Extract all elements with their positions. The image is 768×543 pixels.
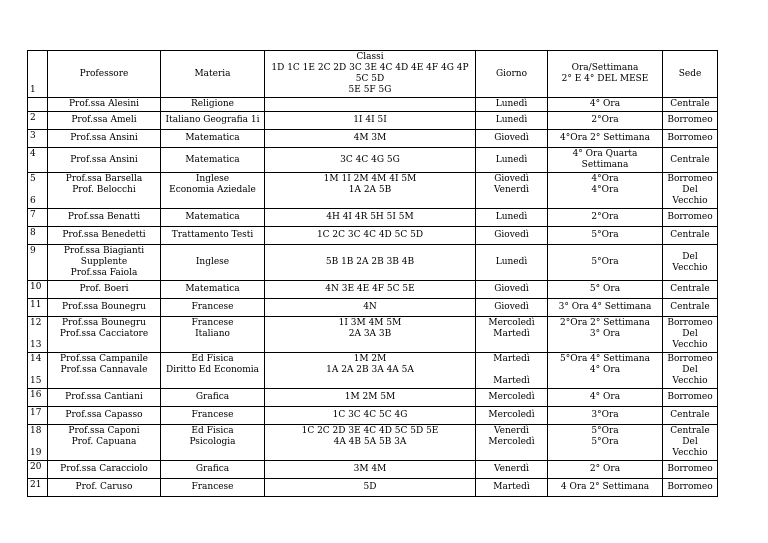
cell-ora-text: 4°Ora 4°Ora: [591, 174, 619, 195]
cell-giorno-text: Lunedì: [495, 257, 528, 267]
cell-materia-text: Ed Fisica Psicologia: [189, 426, 236, 447]
cell-professore-text: Prof.ssa Capasso: [65, 410, 143, 420]
cell-professore: [48, 227, 161, 245]
row-number: 18: [30, 426, 42, 436]
cell-ora: [548, 245, 663, 281]
cell-giorno-text: Mercoledì: [488, 392, 535, 402]
cell-ora: [548, 299, 663, 317]
cell-ora: [548, 227, 663, 245]
cell-ora: [548, 173, 663, 209]
cell-ora-text: 2°Ora 2° Settimana 3° Ora: [560, 318, 650, 339]
row-number: 2: [30, 113, 36, 123]
row-number-cell: [28, 245, 48, 281]
cell-ora: [548, 389, 663, 407]
cell-ora: [548, 425, 663, 461]
header-giorno: [476, 51, 548, 98]
cell-giorno: [476, 407, 548, 425]
cell-ora-text: 3°Ora: [591, 410, 619, 420]
cell-materia: [161, 245, 265, 281]
cell-materia: [161, 148, 265, 173]
row-number: 16: [30, 390, 42, 400]
row-number-cell: [28, 209, 48, 227]
table-row: [28, 245, 718, 281]
cell-sede: [663, 130, 718, 148]
table-row: [28, 209, 718, 227]
cell-ora: [548, 317, 663, 353]
cell-sede-text: Borromeo: [667, 482, 713, 492]
row-number-cell: [28, 148, 48, 173]
cell-materia: [161, 299, 265, 317]
table-row: [28, 317, 718, 353]
cell-sede: [663, 227, 718, 245]
row-number-secondary: 13: [30, 340, 42, 350]
table-row: [28, 112, 718, 130]
cell-materia: [161, 479, 265, 497]
cell-professore: [48, 112, 161, 130]
row-number: 3: [30, 131, 36, 141]
header-number: [28, 51, 48, 98]
cell-giorno: [476, 245, 548, 281]
cell-ora-text: 5° Ora: [589, 284, 621, 294]
cell-classi: [265, 227, 476, 245]
cell-sede-text: Del Vecchio: [672, 251, 708, 273]
cell-giorno-text: Martedì: [493, 482, 530, 492]
header-classi: [265, 51, 476, 98]
schedule-table: [27, 50, 718, 497]
cell-materia-text: Italiano Geografia 1i: [165, 115, 260, 125]
cell-materia-text: Inglese: [195, 257, 230, 267]
cell-classi-text: 1C 2C 2D 3E 4C 4D 5C 5D 5E 4A 4B 5A 5B 3A: [301, 426, 439, 447]
cell-classi-text: 5D: [363, 482, 377, 492]
cell-professore: [48, 148, 161, 173]
row-number-1: 1: [30, 85, 36, 95]
row-number: 12: [30, 318, 42, 328]
cell-sede: [663, 281, 718, 299]
cell-sede-text: Centrale: [670, 99, 710, 109]
cell-materia-text: Francese: [191, 302, 234, 312]
row-number-secondary: 15: [30, 376, 42, 386]
row-number-cell: [28, 281, 48, 299]
table-row: [28, 407, 718, 425]
cell-giorno: [476, 112, 548, 130]
cell-giorno-text: Giovedì Venerdì: [493, 174, 530, 195]
row-number-secondary: 6: [30, 196, 36, 206]
cell-giorno: [476, 353, 548, 389]
cell-sede-text: Borromeo Del Vecchio: [667, 174, 713, 206]
cell-sede: [663, 299, 718, 317]
cell-sede-text: Centrale Del Vecchio: [670, 426, 710, 458]
row-number-cell: [28, 389, 48, 407]
row-number: 21: [30, 480, 42, 490]
cell-sede: [663, 407, 718, 425]
cell-giorno: [476, 227, 548, 245]
cell-classi-text: 4H 4I 4R 5H 5I 5M: [326, 212, 414, 222]
header-sede: [663, 51, 718, 98]
cell-materia: [161, 353, 265, 389]
cell-sede-text: Borromeo Del Vecchio: [667, 318, 713, 350]
cell-ora-text: 5°Ora: [591, 257, 619, 267]
cell-giorno-text: Mercoledì: [488, 410, 535, 420]
cell-giorno-text: Venerdì Mercoledì: [488, 426, 535, 447]
cell-professore-text: Prof.ssa Benatti: [67, 212, 141, 222]
cell-classi: [265, 112, 476, 130]
cell-classi-text: 3M 4M: [353, 464, 387, 474]
cell-materia: [161, 209, 265, 227]
cell-ora: [548, 281, 663, 299]
cell-giorno: [476, 98, 548, 112]
cell-professore: [48, 425, 161, 461]
cell-professore: [48, 317, 161, 353]
row-number-cell: [28, 353, 48, 389]
row-number-cell: [28, 461, 48, 479]
cell-materia-text: Inglese Economia Aziedale: [169, 174, 256, 195]
cell-professore-text: Prof.ssa Caracciolo: [60, 464, 148, 474]
cell-giorno: [476, 148, 548, 173]
cell-classi: [265, 389, 476, 407]
header-sede-label: Sede: [678, 68, 702, 79]
cell-sede: [663, 173, 718, 209]
cell-professore: [48, 130, 161, 148]
cell-sede: [663, 353, 718, 389]
cell-materia: [161, 112, 265, 130]
cell-professore-text: Prof.ssa Cantiani: [65, 392, 143, 402]
cell-professore-text: Prof.ssa Caponi Prof. Capuana: [68, 426, 140, 447]
table-row: [28, 98, 718, 112]
row-number: 20: [30, 462, 42, 472]
cell-sede-text: Centrale: [670, 284, 710, 294]
header-professore: [48, 51, 161, 98]
cell-ora: [548, 148, 663, 173]
row-number-cell: [28, 317, 48, 353]
cell-classi-text: 1M 1I 2M 4M 4I 5M 1A 2A 5B: [323, 174, 417, 195]
cell-classi-text: 1M 2M 5M: [344, 392, 396, 402]
cell-professore-text: Prof. Boeri: [79, 284, 129, 294]
cell-classi-empty: [265, 98, 476, 112]
cell-classi-text: 1C 3C 4C 5C 4G: [332, 410, 408, 420]
cell-professore: [48, 245, 161, 281]
cell-classi-text: 4N 3E 4E 4F 5C 5E: [325, 284, 415, 294]
cell-sede-text: Borromeo: [667, 115, 713, 125]
cell-sede-text: Borromeo Del Vecchio: [667, 354, 713, 386]
cell-materia-text: Francese: [191, 482, 234, 492]
header-ora-label: Ora/Settimana 2° E 4° DEL MESE: [561, 63, 649, 84]
cell-professore-text: Prof.ssa Ansini: [70, 154, 138, 165]
cell-sede: [663, 98, 718, 112]
cell-giorno-text: Lunedì: [495, 99, 528, 109]
cell-ora: [548, 353, 663, 389]
cell-ora: [548, 407, 663, 425]
cell-giorno-text: Mercoledì Martedì: [488, 318, 535, 339]
cell-professore-text: Prof.ssa Campanile Prof.ssa Cannavale: [60, 354, 148, 375]
cell-giorno-text: Giovedì: [494, 230, 529, 240]
cell-sede: [663, 425, 718, 461]
cell-sede: [663, 209, 718, 227]
cell-sede: [663, 148, 718, 173]
cell-professore: [48, 479, 161, 497]
cell-materia-text: Religione: [190, 99, 235, 109]
cell-materia-text: Trattamento Testi: [171, 230, 254, 240]
cell-classi: [265, 173, 476, 209]
cell-professore-text: Prof.ssa Bounegru: [62, 302, 146, 312]
cell-professore-text: Prof.ssa Benedetti: [62, 230, 146, 240]
cell-classi: [265, 407, 476, 425]
cell-professore-text: Prof.ssa Barsella Prof. Belocchi: [65, 174, 143, 195]
cell-materia: [161, 281, 265, 299]
cell-giorno-text: Lunedì: [495, 212, 528, 222]
cell-sede: [663, 112, 718, 130]
cell-ora-text: 2°Ora: [591, 212, 619, 222]
table-row: [28, 479, 718, 497]
row-number-cell: [28, 299, 48, 317]
cell-professore: [48, 299, 161, 317]
cell-classi: [265, 353, 476, 389]
table-row: [28, 461, 718, 479]
row-number-cell: [28, 479, 48, 497]
cell-materia: [161, 317, 265, 353]
row-number: 11: [30, 300, 42, 310]
cell-sede-text: Centrale: [670, 302, 710, 312]
header-row: [28, 51, 718, 98]
cell-classi: [265, 148, 476, 173]
cell-ora: [548, 461, 663, 479]
cell-classi: [265, 130, 476, 148]
cell-professore: [48, 353, 161, 389]
cell-giorno: [476, 130, 548, 148]
cell-sede-text: Centrale: [670, 230, 710, 240]
cell-ora: [548, 209, 663, 227]
header-professore-label: Professore: [79, 68, 129, 79]
row-number-cell: [28, 425, 48, 461]
row-number-cell: [28, 98, 48, 112]
cell-ora-text: 4° Ora: [589, 392, 621, 402]
cell-professore-text: Prof. Caruso: [75, 482, 133, 492]
cell-classi-text: 3C 4C 4G 5G: [340, 154, 400, 165]
cell-classi-text: 1I 3M 4M 5M 2A 3A 3B: [338, 318, 402, 339]
cell-sede: [663, 317, 718, 353]
cell-materia-text: Grafica: [195, 392, 230, 402]
header-materia: [161, 51, 265, 98]
cell-sede-text: Centrale: [670, 154, 710, 165]
cell-ora: [548, 479, 663, 497]
cell-classi-text: 4N: [363, 302, 377, 312]
cell-classi-text: 1I 4I 5I: [353, 115, 387, 125]
cell-classi-text: 1M 2M 1A 2A 2B 3A 4A 5A: [326, 354, 414, 375]
cell-materia: [161, 130, 265, 148]
row-number: 7: [30, 210, 36, 220]
table-row: [28, 227, 718, 245]
row-number: 10: [30, 282, 42, 292]
cell-classi: [265, 461, 476, 479]
table-row: [28, 353, 718, 389]
cell-professore: [48, 98, 161, 112]
cell-ora-text: 4°Ora 2° Settimana: [560, 133, 650, 143]
header-materia-label: Materia: [194, 68, 231, 79]
table-row: [28, 389, 718, 407]
cell-materia-text: Francese Italiano: [191, 318, 234, 339]
table-row: [28, 173, 718, 209]
cell-classi: [265, 245, 476, 281]
row-number-cell: [28, 112, 48, 130]
cell-giorno-text: Martedì Martedì: [493, 354, 530, 386]
cell-giorno: [476, 281, 548, 299]
table-row: [28, 148, 718, 173]
row-number-secondary: 19: [30, 448, 42, 458]
cell-giorno: [476, 461, 548, 479]
cell-sede-text: Centrale: [670, 410, 710, 420]
cell-giorno: [476, 173, 548, 209]
cell-giorno: [476, 425, 548, 461]
cell-giorno-text: Lunedì: [495, 154, 528, 165]
cell-professore: [48, 209, 161, 227]
cell-classi: [265, 425, 476, 461]
cell-materia: [161, 389, 265, 407]
header-classi-label: Classi: [356, 52, 384, 62]
cell-professore: [48, 173, 161, 209]
cell-giorno-text: Lunedì: [495, 115, 528, 125]
cell-giorno-text: Venerdì: [493, 464, 530, 474]
cell-ora-text: 4° Ora: [589, 99, 621, 109]
cell-classi: [265, 281, 476, 299]
cell-materia-text: Francese: [191, 410, 234, 420]
cell-professore: [48, 389, 161, 407]
header-ora: [548, 51, 663, 98]
cell-classi: 1D 1C 1E 2C 2D 3C 3E 4C 4D 4E 4F 4G 4P 5C 5D 5E 5F 5G: [271, 63, 469, 95]
cell-sede: [663, 479, 718, 497]
cell-sede: [663, 461, 718, 479]
row-number: 17: [30, 408, 42, 418]
table-row: [28, 281, 718, 299]
row-number-cell: [28, 130, 48, 148]
cell-sede-text: Borromeo: [667, 392, 713, 402]
cell-materia-text: Matematica: [185, 133, 240, 143]
cell-giorno-text: Giovedì: [494, 133, 529, 143]
cell-materia: [161, 407, 265, 425]
row-number: 5: [30, 174, 36, 184]
cell-sede: [663, 389, 718, 407]
cell-classi: [265, 209, 476, 227]
cell-materia: [161, 173, 265, 209]
cell-ora-text: 3° Ora 4° Settimana: [558, 302, 652, 312]
cell-giorno: [476, 209, 548, 227]
cell-giorno: [476, 389, 548, 407]
cell-professore-text: Prof.ssa Alesini: [69, 99, 139, 109]
cell-ora: [548, 112, 663, 130]
row-number-cell: [28, 227, 48, 245]
cell-ora: [548, 130, 663, 148]
cell-classi-text: 4M 3M: [353, 133, 387, 143]
row-number: 9: [30, 246, 36, 256]
cell-sede-text: Borromeo: [667, 212, 713, 222]
cell-sede-text: Borromeo: [667, 133, 713, 143]
cell-giorno-text: Giovedì: [494, 302, 529, 312]
table-row: [28, 425, 718, 461]
row-number: 14: [30, 354, 42, 364]
table-row: [28, 299, 718, 317]
cell-professore: [48, 407, 161, 425]
cell-ora-text: 4 Ora 2° Settimana: [560, 482, 650, 492]
cell-professore-text: Prof.ssa Ansini: [70, 133, 138, 143]
cell-classi: [265, 299, 476, 317]
cell-ora-text: 2° Ora: [589, 464, 621, 474]
cell-sede-text: Borromeo: [667, 464, 713, 474]
cell-sede: [663, 245, 718, 281]
table-row: [28, 130, 718, 148]
cell-materia: [161, 227, 265, 245]
cell-professore-text: Prof.ssa Ameli: [71, 115, 137, 125]
cell-giorno: [476, 317, 548, 353]
row-number: 4: [30, 149, 36, 159]
cell-materia-text: Grafica: [195, 464, 230, 474]
cell-ora-text: 2°Ora: [591, 115, 619, 125]
cell-professore-text: Prof.ssa Biagianti Supplente Prof.ssa Faiola: [63, 246, 145, 278]
cell-professore-text: Prof.ssa Bounegru Prof.ssa Cacciatore: [59, 318, 149, 339]
cell-classi: [265, 317, 476, 353]
row-number-cell: [28, 173, 48, 209]
cell-classi-text: 5B 1B 2A 2B 3B 4B: [325, 257, 415, 267]
cell-materia-text: Matematica: [185, 284, 240, 294]
cell-classi: [265, 479, 476, 497]
header-giorno-label: Giorno: [495, 68, 527, 79]
cell-ora-text: 5°Ora: [591, 230, 619, 240]
cell-classi-text: 1C 2C 3C 4C 4D 5C 5D: [316, 230, 424, 240]
cell-giorno-text: Giovedì: [494, 284, 529, 294]
cell-professore: [48, 281, 161, 299]
cell-ora-text: 4° Ora Quarta Settimana: [572, 149, 638, 170]
cell-materia: [161, 461, 265, 479]
cell-materia-text: Matematica: [185, 212, 240, 222]
cell-ora-text: 5°Ora 4° Settimana 4° Ora: [560, 354, 650, 375]
cell-ora-text: 5°Ora 5°Ora: [591, 426, 619, 447]
cell-materia: [161, 98, 265, 112]
cell-professore: [48, 461, 161, 479]
cell-materia-text: Matematica: [185, 154, 240, 165]
row-number-cell: [28, 407, 48, 425]
cell-giorno: [476, 299, 548, 317]
cell-materia: [161, 425, 265, 461]
cell-ora: [548, 98, 663, 112]
row-number: 8: [30, 228, 36, 238]
cell-giorno: [476, 479, 548, 497]
cell-materia-text: Ed Fisica Diritto Ed Economia: [165, 354, 259, 375]
